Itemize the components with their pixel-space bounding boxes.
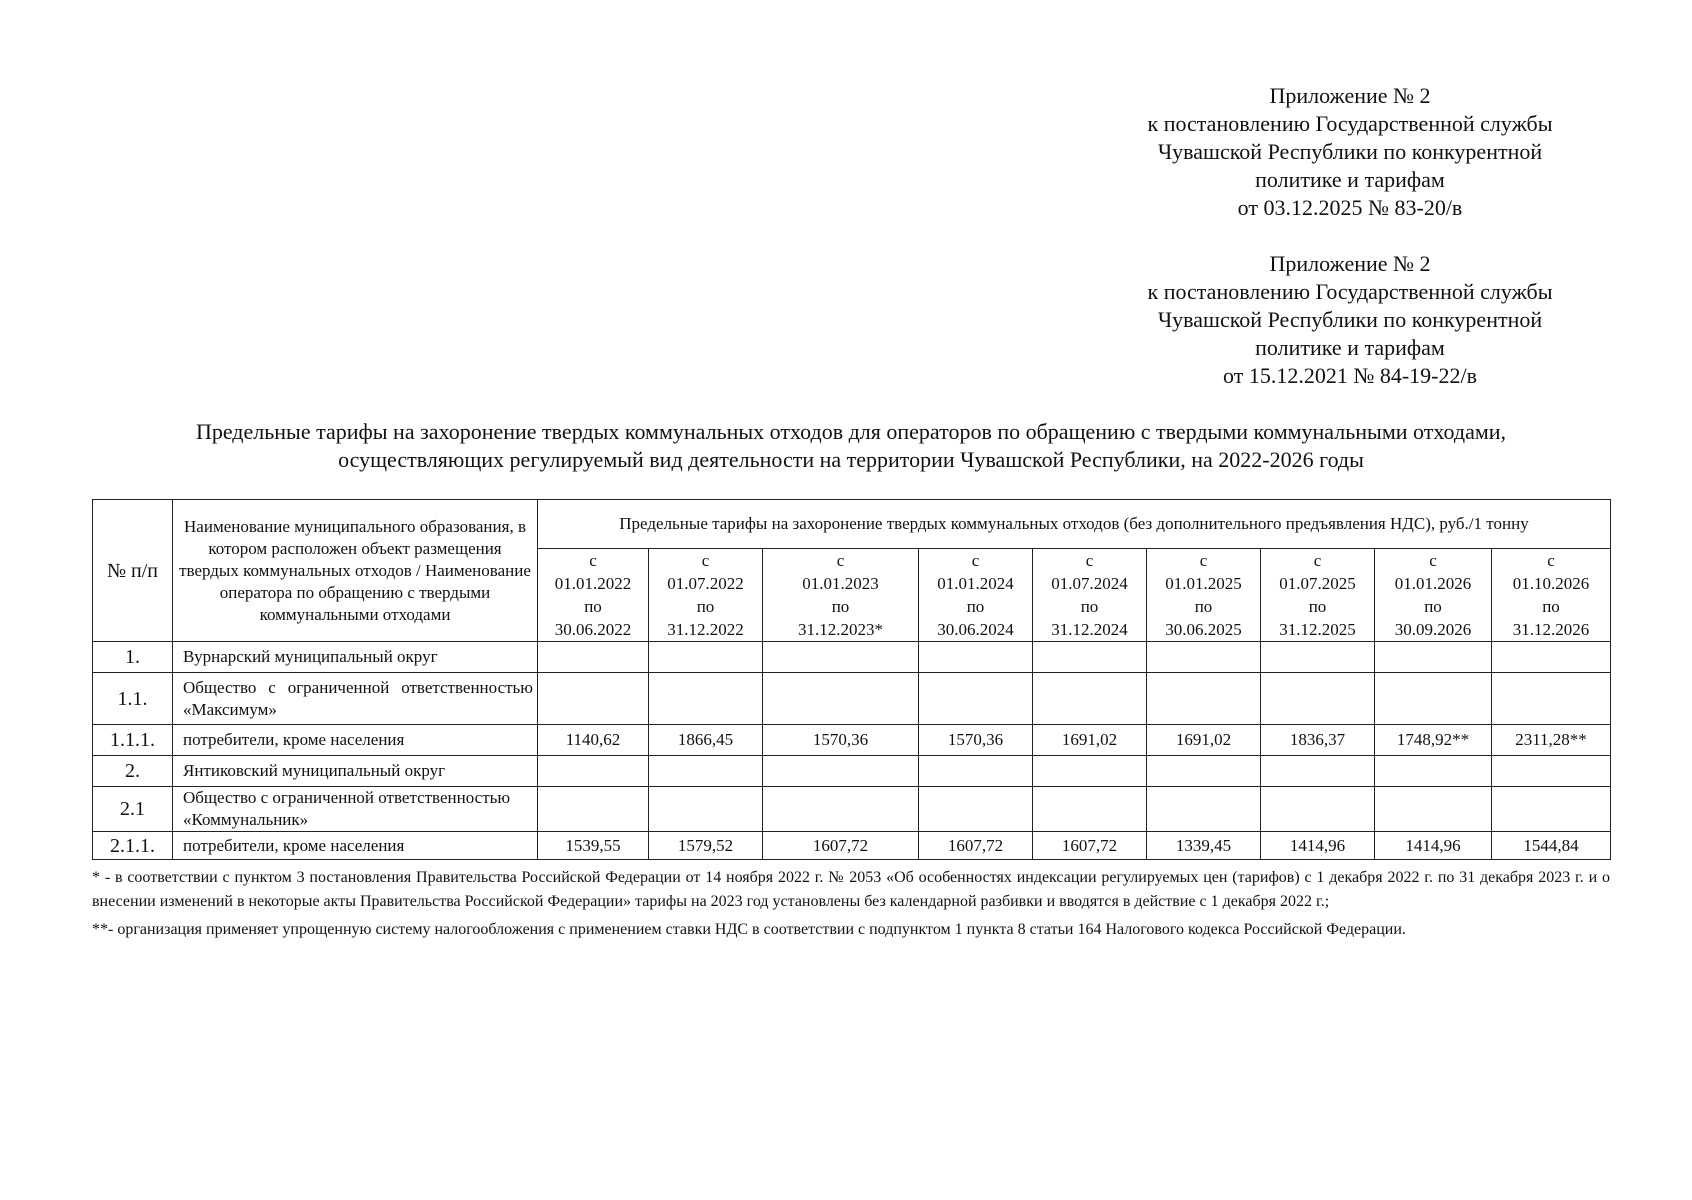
period-to: 30.06.2024 <box>937 620 1014 639</box>
appendix-line: Чувашской Республики по конкурентной <box>1157 307 1543 332</box>
tariff-value: 1836,37 <box>1261 725 1375 756</box>
tariff-value <box>1261 642 1375 673</box>
header-period <box>1147 549 1261 642</box>
header-tariffs-group: Предельные тарифы на захоронение твердых коммунальных отходов (без дополнительного предъявления НДС), руб./1 тонну <box>538 500 1611 549</box>
tariff-value: 1607,72 <box>919 832 1033 860</box>
tariff-value: 1748,92** <box>1375 725 1492 756</box>
period-to: 30.09.2026 <box>1394 620 1472 639</box>
tariff-value: 2311,28** <box>1492 725 1611 756</box>
tariff-value <box>763 673 919 725</box>
footnote-single-asterisk: * - в соответствии с пунктом 3 постановления Правительства Российской Федерации от 14 ноября 2022 г. № 2053 «Об особенностях индексации регулируемых цен (тарифов) с 1 декабря 2022 г. по 31 декабря 2023 г. и о внесении изменений в некоторые акты Правительства Российской Федерации» тарифы на 2023 год установлены без календарной разбивки и вводятся в действие с 1 декабря 2022 г.; <box>92 869 1610 910</box>
tariff-value <box>1261 787 1375 832</box>
period-from: 01.01.2024 <box>937 574 1014 593</box>
appendix-line: политике и тарифам <box>1255 335 1445 360</box>
row-name: потребители, кроме населения <box>173 832 538 860</box>
period-s: с <box>1547 551 1555 570</box>
tariff-value <box>763 756 919 787</box>
tariff-value <box>1492 756 1611 787</box>
tariffs-table <box>92 499 1611 860</box>
period-to: 30.06.2022 <box>554 620 632 639</box>
header-period <box>1492 549 1611 642</box>
tariff-value <box>1375 787 1492 832</box>
period-s: с <box>1313 551 1322 570</box>
period-from: 01.07.2025 <box>1279 574 1356 593</box>
tariff-value <box>1375 673 1492 725</box>
appendix-header-new <box>1090 82 1610 222</box>
tariff-value <box>1492 787 1611 832</box>
tariff-value <box>1261 756 1375 787</box>
period-from: 01.07.2022 <box>667 574 744 593</box>
tariff-value: 1544,84 <box>1492 832 1611 860</box>
tariff-value: 1339,45 <box>1147 832 1261 860</box>
appendix-line: к постановлению Государственной службы <box>1147 111 1553 136</box>
row-name: Янтиковский муниципальный округ <box>173 756 538 787</box>
tariff-value <box>1492 673 1611 725</box>
tariff-value: 1570,36 <box>763 725 919 756</box>
document-title-line: Предельные тарифы на захоронение твердых коммунальных отходов для операторов по обращению с твердыми коммунальными отходами, <box>195 419 1507 444</box>
tariff-value: 1691,02 <box>1147 725 1261 756</box>
appendix-title: Приложение № 2 <box>1269 83 1431 108</box>
appendix-title: Приложение № 2 <box>1269 251 1431 276</box>
period-po: по <box>1542 597 1560 616</box>
tariff-value: 1607,72 <box>1033 832 1147 860</box>
tariff-value <box>1147 642 1261 673</box>
period-po: по <box>1308 597 1327 616</box>
period-s: с <box>1199 551 1208 570</box>
period-to: 31.12.2026 <box>1512 620 1590 639</box>
appendix-date-number: от 15.12.2021 № 84-19-22/в <box>1223 363 1477 388</box>
row-number: 1. <box>93 642 173 673</box>
period-from: 01.07.2024 <box>1051 574 1128 593</box>
tariff-value: 1414,96 <box>1375 832 1492 860</box>
tariff-value: 1691,02 <box>1033 725 1147 756</box>
tariff-value: 1570,36 <box>919 725 1033 756</box>
period-to: 30.06.2025 <box>1165 620 1242 639</box>
tariff-value: 1579,52 <box>649 832 763 860</box>
period-po: по <box>1424 597 1442 616</box>
tariff-value <box>1147 673 1261 725</box>
header-number: № п/п <box>93 500 173 642</box>
row-number: 2. <box>93 756 173 787</box>
tariff-value: 1140,62 <box>538 725 649 756</box>
tariff-value <box>538 642 649 673</box>
period-to: 31.12.2022 <box>667 620 744 639</box>
row-number: 1.1. <box>93 673 173 725</box>
row-number: 2.1.1. <box>93 832 173 860</box>
period-s: с <box>971 551 980 570</box>
table-row <box>93 642 1611 673</box>
header-period <box>1033 549 1147 642</box>
period-po: по <box>831 597 850 616</box>
period-from: 01.10.2026 <box>1512 574 1590 593</box>
period-s: с <box>1085 551 1094 570</box>
document-title-line: осуществляющих регулируемый вид деятельности на территории Чувашской Республики, на 2022-2026 годы <box>338 447 1364 472</box>
tariff-value: 1539,55 <box>538 832 649 860</box>
period-s: с <box>701 551 710 570</box>
table-body <box>93 642 1611 860</box>
document-title <box>110 418 1592 474</box>
tariff-value <box>538 756 649 787</box>
tariff-value <box>1261 673 1375 725</box>
table-row <box>93 673 1611 725</box>
tariff-value <box>649 642 763 673</box>
table-row <box>93 725 1611 756</box>
period-po: по <box>1194 597 1213 616</box>
period-from: 01.01.2022 <box>554 574 632 593</box>
period-po: по <box>966 597 985 616</box>
tariff-value <box>649 756 763 787</box>
tariff-value <box>649 787 763 832</box>
period-s: с <box>836 551 845 570</box>
period-to: 31.12.2023* <box>798 620 883 639</box>
header-period <box>919 549 1033 642</box>
header-period <box>649 549 763 642</box>
tariff-value <box>763 787 919 832</box>
appendix-line: Чувашской Республики по конкурентной <box>1157 139 1543 164</box>
tariff-value <box>649 673 763 725</box>
tariff-value <box>763 642 919 673</box>
row-name: Общество с ограниченной ответственностью «Коммунальник» <box>173 787 538 832</box>
tariff-value <box>1033 787 1147 832</box>
tariff-value <box>1033 756 1147 787</box>
table-row <box>93 832 1611 860</box>
table-row <box>93 787 1611 832</box>
header-period <box>1375 549 1492 642</box>
period-po: по <box>696 597 715 616</box>
appendix-header-old <box>1090 250 1610 390</box>
tariff-value <box>1033 673 1147 725</box>
tariff-value <box>1492 642 1611 673</box>
appendix-line: к постановлению Государственной службы <box>1147 279 1553 304</box>
row-name: потребители, кроме населения <box>173 725 538 756</box>
tariff-value <box>538 787 649 832</box>
appendix-date-number: от 03.12.2025 № 83-20/в <box>1237 195 1463 220</box>
tariff-value <box>1375 642 1492 673</box>
tariff-value <box>919 673 1033 725</box>
tariff-value <box>919 756 1033 787</box>
header-name: Наименование муниципального образования, в котором расположен объект размещения твердых коммунальных отходов / Наименование оператора по обращению с твердыми коммунальными отходами <box>173 500 538 642</box>
table-row <box>93 756 1611 787</box>
period-po: по <box>1080 597 1099 616</box>
tariff-value <box>538 673 649 725</box>
period-po: по <box>584 597 602 616</box>
period-from: 01.01.2025 <box>1165 574 1242 593</box>
appendix-line: политике и тарифам <box>1255 167 1445 192</box>
period-to: 31.12.2024 <box>1051 620 1128 639</box>
header-period <box>763 549 919 642</box>
tariff-value <box>919 787 1033 832</box>
tariff-value: 1866,45 <box>649 725 763 756</box>
row-name: Вурнарский муниципальный округ <box>173 642 538 673</box>
row-number: 2.1 <box>93 787 173 832</box>
period-from: 01.01.2023 <box>802 574 879 593</box>
period-s: с <box>1429 551 1437 570</box>
tariff-value <box>1147 787 1261 832</box>
header-period <box>538 549 649 642</box>
row-number: 1.1.1. <box>93 725 173 756</box>
row-name: Общество с ограниченной ответственностью «Максимум» <box>173 673 538 725</box>
table-header-row <box>93 500 1611 549</box>
period-to: 31.12.2025 <box>1279 620 1356 639</box>
tariff-value <box>1375 756 1492 787</box>
tariff-value <box>1033 642 1147 673</box>
tariff-value: 1414,96 <box>1261 832 1375 860</box>
header-period <box>1261 549 1375 642</box>
tariff-value: 1607,72 <box>763 832 919 860</box>
tariff-value <box>1147 756 1261 787</box>
footnote-double-asterisk: **- организация применяет упрощенную систему налогообложения с применением ставки НДС в соответствии с подпунктом 1 пункта 8 статьи 164 Налогового кодекса Российской Федерации. <box>92 921 1406 938</box>
footnotes <box>92 866 1610 942</box>
period-from: 01.01.2026 <box>1394 574 1472 593</box>
period-s: с <box>589 551 597 570</box>
tariff-value <box>919 642 1033 673</box>
